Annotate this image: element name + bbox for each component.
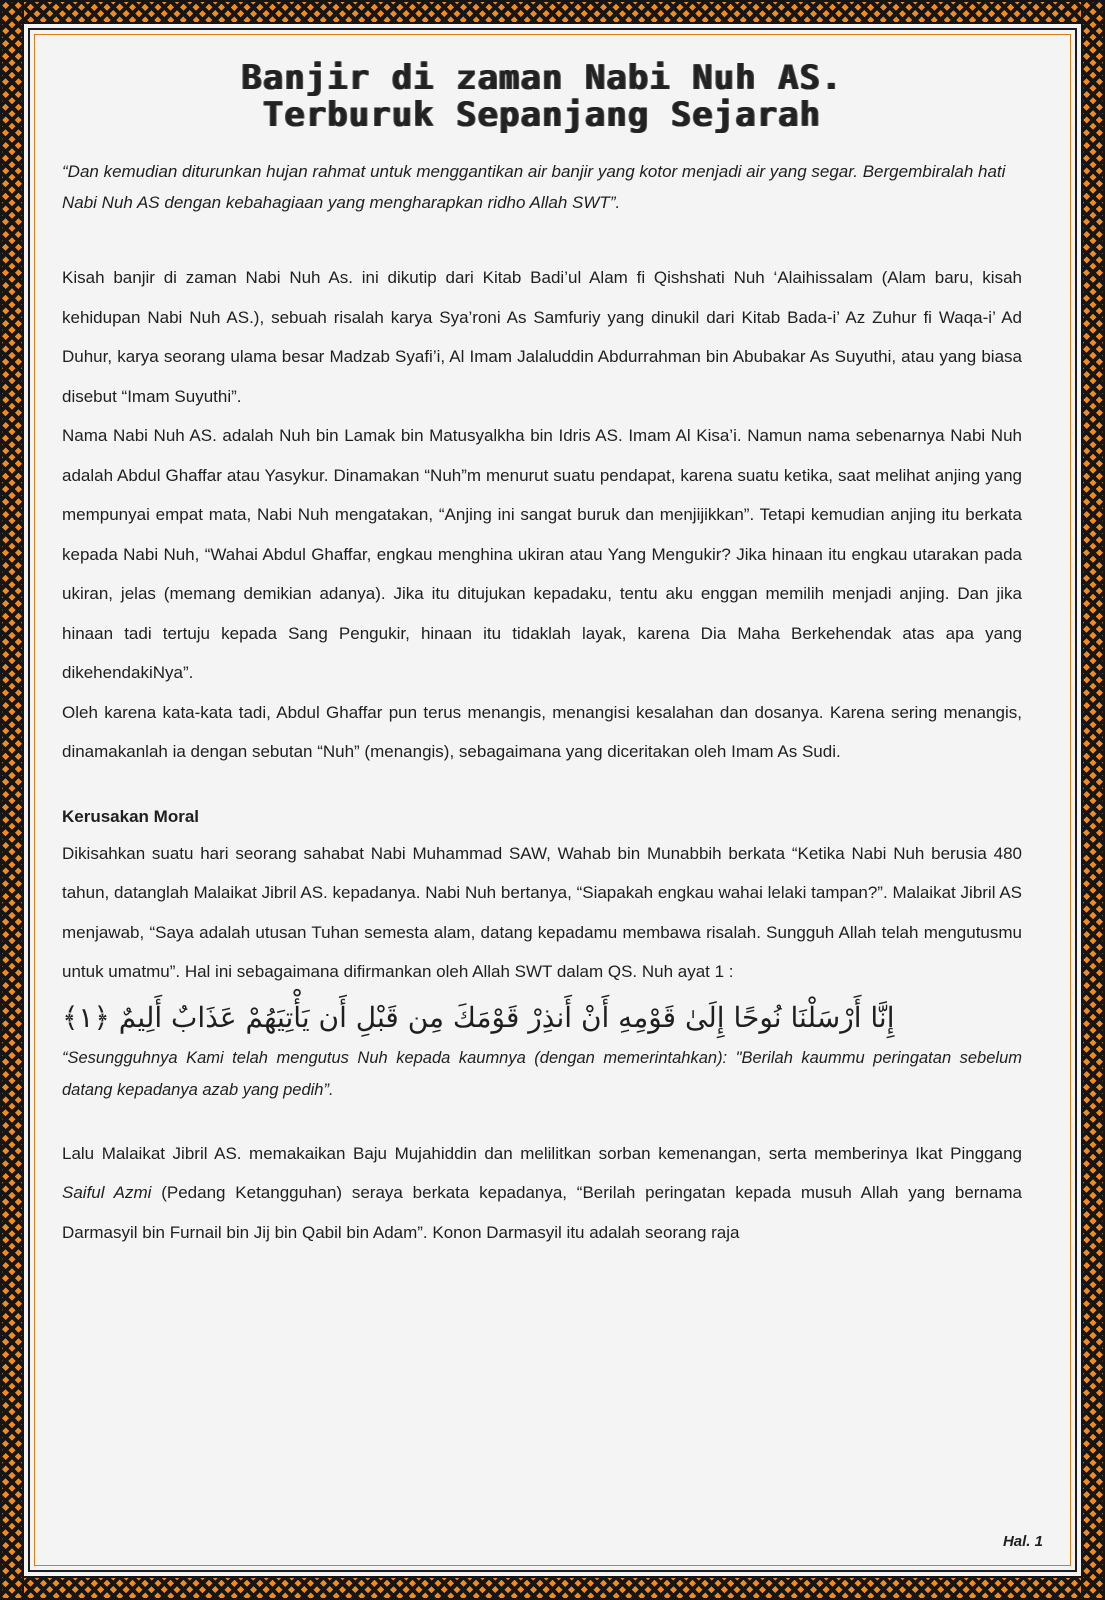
border-bottom [0,1576,1105,1600]
paragraph-moral: Dikisahkan suatu hari seorang sahabat Nabi Muhammad SAW, Wahab bin Munabbih berkata “Ketika Nabi Nuh berusia 480 tahun, datanglah Malaikat Jibril AS. kepadanya. Nabi Nuh bertanya, “Siapakah engkau wahai lelaki tampan?”. Malaikat Jibril AS menjawab, “Saya adalah utusan Tuhan semesta alam, datang kepadamu membawa risalah. Sungguh Allah telah mengutusmu untuk umatmu”. Hal ini sebagaimana difirmankan oleh Allah SWT dalam QS. Nuh ayat 1 : [62,843,1022,981]
paragraph-jibril-part1: Lalu Malaikat Jibril AS. memakaikan Baju Mujahiddin dan melilitkan sorban kemenangan, serta memberinya Ikat Pinggang [62,1143,1022,1163]
page-number: Hal. 1 [1002,1533,1043,1550]
quran-verse-translation: “Sesungguhnya Kami telah mengutus Nuh kepada kaumnya (dengan memerintahkan): "Berilah kaummu peringatan sebelum datang kepadanya azab yang pedih”. [62,1048,1022,1099]
paragraph-intro: Kisah banjir di zaman Nabi Nuh As. ini dikutip dari Kitab Badi’ul Alam fi Qishshati Nuh ‘Alaihissalam (Alam baru, kisah kehidupan Nabi Nuh AS.), sebuah risalah karya Sya’roni As Samfuriy yang dinukil dari Kitab Bada-i’ Az Zuhur fi Waqa-i’ Ad Duhur, karya seorang ulama besar Madzab Syafi’i, Al Imam Jalaluddin Abdurrahman bin Abubakar As Suyuthi, atau yang biasa disebut “Imam Suyuthi”. [62,268,1022,406]
title-line-1: Banjir di zaman Nabi Nuh AS. [241,58,843,98]
paragraph-jibril-part2: (Pedang Ketangguhan) seraya berkata kepadanya, “Berilah peringatan kepada musuh Allah yang bernama Darmasyil bin Furnail bin Jij bin Qabil bin Adam”. Konon Darmasyil itu adalah seorang raja [62,1183,1022,1242]
page-title [62,60,1022,134]
paragraph-jibril-italic: Saiful Azmi [62,1183,152,1202]
border-right [1081,0,1105,1600]
paragraph-jibril [62,1134,1022,1253]
paragraph-name: Nama Nabi Nuh AS. adalah Nuh bin Lamak bin Matusyalkha bin Idris AS. Imam Al Kisa’i. Namun nama sebenarnya Nabi Nuh adalah Abdul Ghaffar atau Yasykur. Dinamakan “Nuh”m menurut suatu pendapat, karena suatu ketika, saat melihat anjing yang mempunyai empat mata, Nabi Nuh mengatakan, “Anjing ini sangat buruk dan menjijikkan”. Tetapi kemudian anjing itu berkata kepada Nabi Nuh, “Wahai Abdul Ghaffar, engkau menghina ukiran atau Yang Mengukir? Jika hinaan itu engkau utarakan pada ukiran, jelas (memang demikian adanya). Jika itu ditujukan kepadaku, tentu aku enggan memilih menjadi anjing. Dan jika hinaan tadi tertuju kepada Sang Pengukir, hinaan itu tidaklah layak, karena Dia Maha Berkehendak atas apa yang dikehendakiNya”. [62,426,1022,682]
title-line-2: Terburuk Sepanjang Sejarah [262,95,822,135]
opening-quote: “Dan kemudian diturunkan hujan rahmat untuk menggantikan air banjir yang kotor menjadi air yang segar. Bergembiralah hati Nabi Nuh AS dengan kebahagiaan yang mengharapkan ridho Allah SWT”. [62,162,1006,212]
page-content [62,60,1022,1252]
paragraph-weeping: Oleh karena kata-kata tadi, Abdul Ghaffar pun terus menangis, menangisi kesalahan dan dosanya. Karena sering menangis, dinamakanlah ia dengan sebutan “Nuh” (menangis), sebagaimana yang diceritakan oleh Imam As Sudi. [62,702,1022,761]
border-top [0,0,1105,24]
section-heading: Kerusakan Moral [62,806,199,826]
border-left [0,0,24,1600]
quran-verse-arabic: إِنَّا أَرْسَلْنَا نُوحًا إِلَىٰ قَوْمِهِ أَنْ أَنذِرْ قَوْمَكَ مِن قَبْلِ أَن يَأْتِيَهُمْ عَذَابٌ أَلِيمٌ ﴿١﴾ [62,1000,895,1034]
